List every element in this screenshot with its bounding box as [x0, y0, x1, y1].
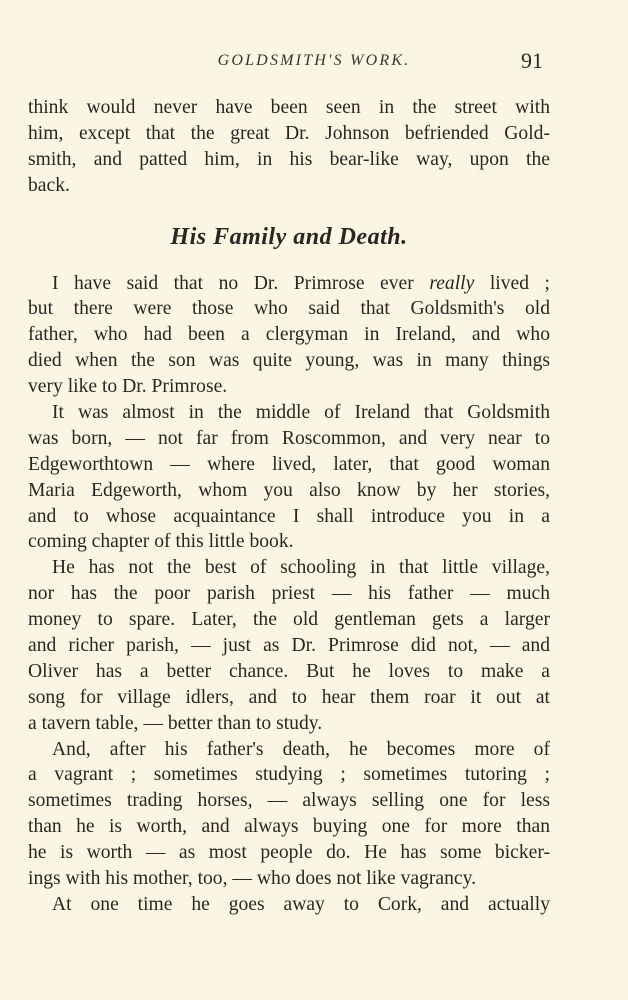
text-line: than he is worth, and always buying one for more than	[28, 816, 550, 838]
text-line: smith, and patted him, in his bear-like way, upon the	[28, 148, 550, 170]
running-head	[0, 48, 628, 76]
emphasized-word: really	[429, 272, 475, 294]
text-line: a vagrant ; sometimes studying ; sometimes tutoring ;	[28, 764, 550, 786]
text-line: He has not the best of schooling in that little village,	[52, 557, 550, 579]
text-line: And, after his father's death, he becomes more of	[52, 738, 550, 760]
text-line: money to spare. Later, the old gentleman gets a larger	[28, 609, 550, 631]
text-line: died when the son was quite young, was in many things	[28, 350, 550, 372]
text-fragment: I have said that no Dr. Primrose ever	[52, 272, 430, 294]
text-line: song for village idlers, and to hear them roar it out at	[28, 686, 550, 708]
text-line: was born, — not far from Roscommon, and very near to	[28, 427, 550, 449]
text-line: ings with his mother, too, — who does not like vagrancy.	[28, 868, 476, 890]
text-line: very like to Dr. Primrose.	[28, 376, 228, 398]
text-line: father, who had been a clergyman in Ireland, and who	[28, 324, 550, 346]
text-line: coming chapter of this little book.	[28, 531, 294, 553]
text-line: but there were those who said that Goldsmith's old	[28, 298, 550, 320]
body-text	[28, 95, 550, 918]
text-line: Oliver has a better chance. But he loves to make a	[28, 660, 550, 682]
text-line	[28, 271, 550, 297]
running-title: GOLDSMITH'S WORK.	[217, 52, 411, 69]
text-line: It was almost in the middle of Ireland that Goldsmith	[52, 402, 550, 424]
text-line: Edgeworthtown — where lived, later, that good woman	[28, 453, 550, 475]
text-line: sometimes trading horses, — always selling one for less	[28, 790, 550, 812]
text-fragment: lived ;	[474, 272, 550, 294]
text-line: and richer parish, — just as Dr. Primrose did not, — and	[28, 635, 550, 657]
section-heading: His Family and Death.	[170, 223, 408, 250]
text-line: him, except that the great Dr. Johnson befriended Gold-	[28, 122, 550, 144]
text-line: back.	[28, 174, 70, 196]
text-line: a tavern table, — better than to study.	[28, 712, 323, 734]
text-line: think would never have been seen in the street with	[28, 97, 550, 118]
text-line: he is worth — as most people do. He has some bicker-	[28, 842, 550, 864]
text-line: Maria Edgeworth, whom you also know by her stories,	[28, 479, 550, 501]
page-number: 91	[521, 48, 543, 73]
text-line: At one time he goes away to Cork, and actually	[52, 893, 550, 915]
text-line: and to whose acquaintance I shall introduce you in a	[28, 505, 550, 527]
text-line: nor has the poor parish priest — his father — much	[28, 583, 550, 605]
